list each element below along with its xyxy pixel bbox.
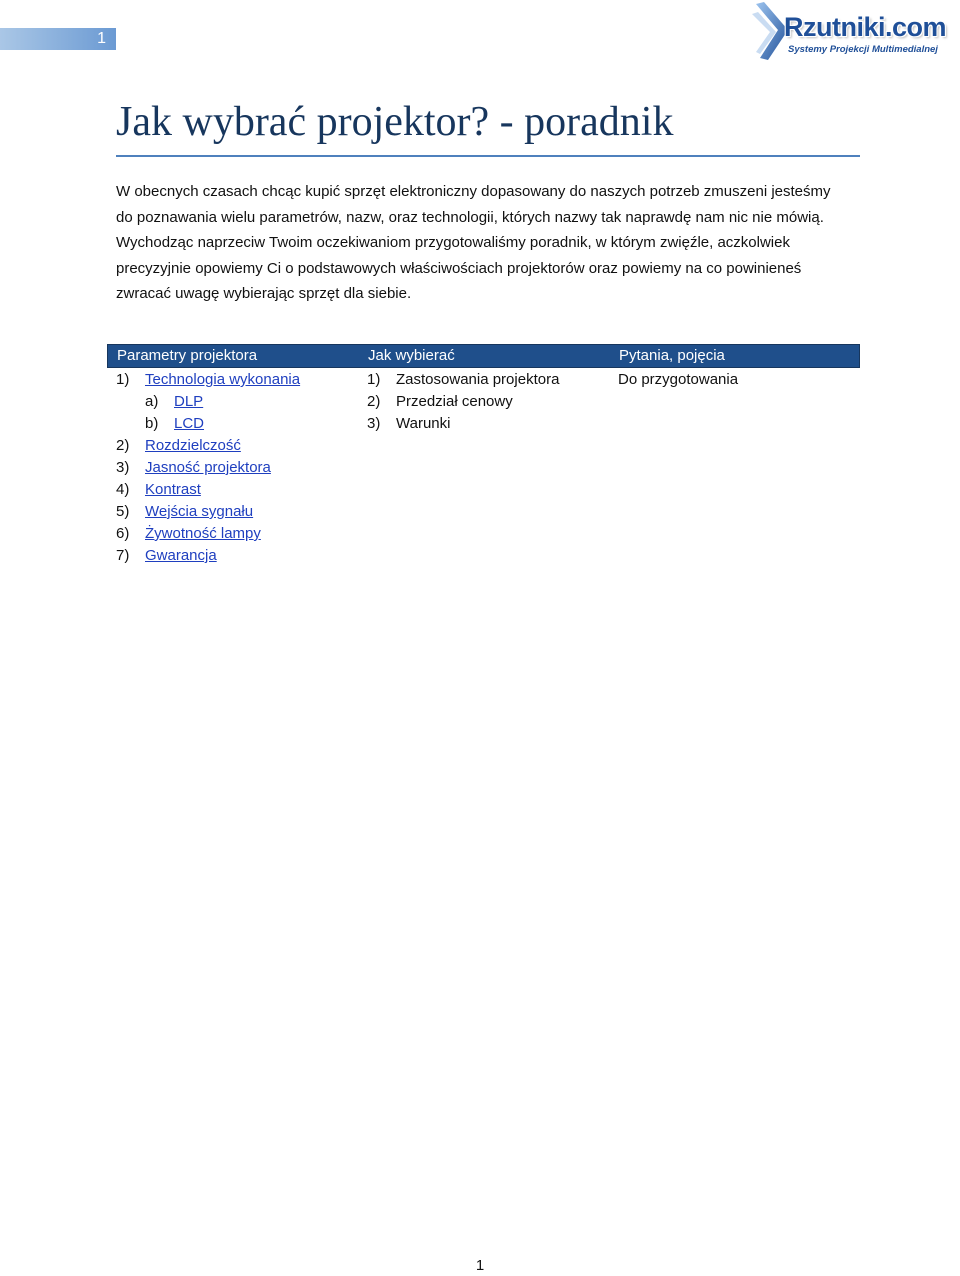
intro-paragraph: W obecnych czasach chcąc kupić sprzęt elektroniczny dopasowany do naszych potrzeb zmuszeni jesteśmy do poznawania wielu parametrów, nazw, oraz technologii, których nazwy tak naprawdę nam nic nie mówią. Wychodząc naprzeciw Twoim oczekiwaniom przygotowaliśmy poradnik, w którym zwięźle, aczkolwiek precyzyjnie opowiemy Ci o podstawowych właściwościach projektorów oraz powiemy na co powinieneś zwracać uwagę wybierając sprzęt dla siebie. bbox=[116, 183, 831, 302]
column-pytania bbox=[609, 369, 860, 567]
footer-page-number: 1 bbox=[475, 1257, 485, 1274]
link-rozdzielczosc[interactable]: Rozdzielczość bbox=[145, 437, 241, 454]
item-number: 3) bbox=[116, 459, 130, 476]
column-jak-wybierac bbox=[358, 369, 609, 567]
item-number: 1) bbox=[367, 371, 381, 388]
item-number: 4) bbox=[116, 481, 130, 498]
item-number: 3) bbox=[367, 415, 381, 432]
list-item bbox=[116, 391, 358, 413]
item-do-przygotowania: Do przygotowania bbox=[618, 371, 739, 388]
list-item bbox=[367, 413, 609, 435]
item-number: 6) bbox=[116, 525, 130, 542]
item-number: 2) bbox=[116, 437, 130, 454]
link-gwarancja[interactable]: Gwarancja bbox=[145, 547, 217, 564]
item-number: 1) bbox=[116, 371, 130, 388]
item-warunki: Warunki bbox=[396, 415, 451, 432]
item-zastosowania: Zastosowania projektora bbox=[396, 371, 560, 388]
item-number: 7) bbox=[116, 547, 130, 564]
item-number: a) bbox=[145, 393, 159, 410]
list-item bbox=[367, 369, 609, 391]
header-page-number: 1 bbox=[0, 28, 116, 50]
header-parametry: Parametry projektora bbox=[117, 347, 258, 364]
link-lcd[interactable]: LCD bbox=[174, 415, 205, 432]
column-parametry bbox=[107, 369, 358, 567]
list-item bbox=[618, 369, 860, 391]
item-number: 5) bbox=[116, 503, 130, 520]
contents-table-header bbox=[107, 344, 860, 368]
list-item bbox=[116, 545, 358, 567]
rzutniki-logo[interactable] bbox=[748, 0, 960, 66]
link-dlp[interactable]: DLP bbox=[174, 393, 204, 410]
link-wejscia-sygnalu[interactable]: Wejścia sygnału bbox=[145, 503, 254, 520]
logo-tagline: Systemy Projekcji Multimedialnej bbox=[788, 44, 938, 55]
link-technologia-wykonania[interactable]: Technologia wykonania bbox=[145, 371, 301, 388]
contents-table bbox=[107, 344, 860, 567]
list-item bbox=[116, 523, 358, 545]
list-item bbox=[367, 391, 609, 413]
link-zywotnosc-lampy[interactable]: Żywotność lampy bbox=[145, 525, 261, 542]
list-item bbox=[116, 457, 358, 479]
contents-table-body bbox=[107, 368, 860, 567]
list-item bbox=[116, 369, 358, 391]
header-jak-wybierac: Jak wybierać bbox=[368, 347, 455, 364]
item-przedzial-cenowy: Przedział cenowy bbox=[396, 393, 513, 410]
list-item bbox=[116, 413, 358, 435]
header-pytania: Pytania, pojęcia bbox=[619, 347, 725, 364]
link-jasnosc-projektora[interactable]: Jasność projektora bbox=[145, 459, 271, 476]
page-title: Jak wybrać projektor? - poradnik bbox=[116, 99, 674, 145]
logo-wordmark: Rzutniki.com bbox=[784, 12, 947, 42]
item-number: b) bbox=[145, 415, 159, 432]
list-item bbox=[116, 479, 358, 501]
item-number: 2) bbox=[367, 393, 381, 410]
list-item bbox=[116, 501, 358, 523]
title-underline bbox=[116, 155, 860, 157]
list-item bbox=[116, 435, 358, 457]
link-kontrast[interactable]: Kontrast bbox=[145, 481, 201, 498]
